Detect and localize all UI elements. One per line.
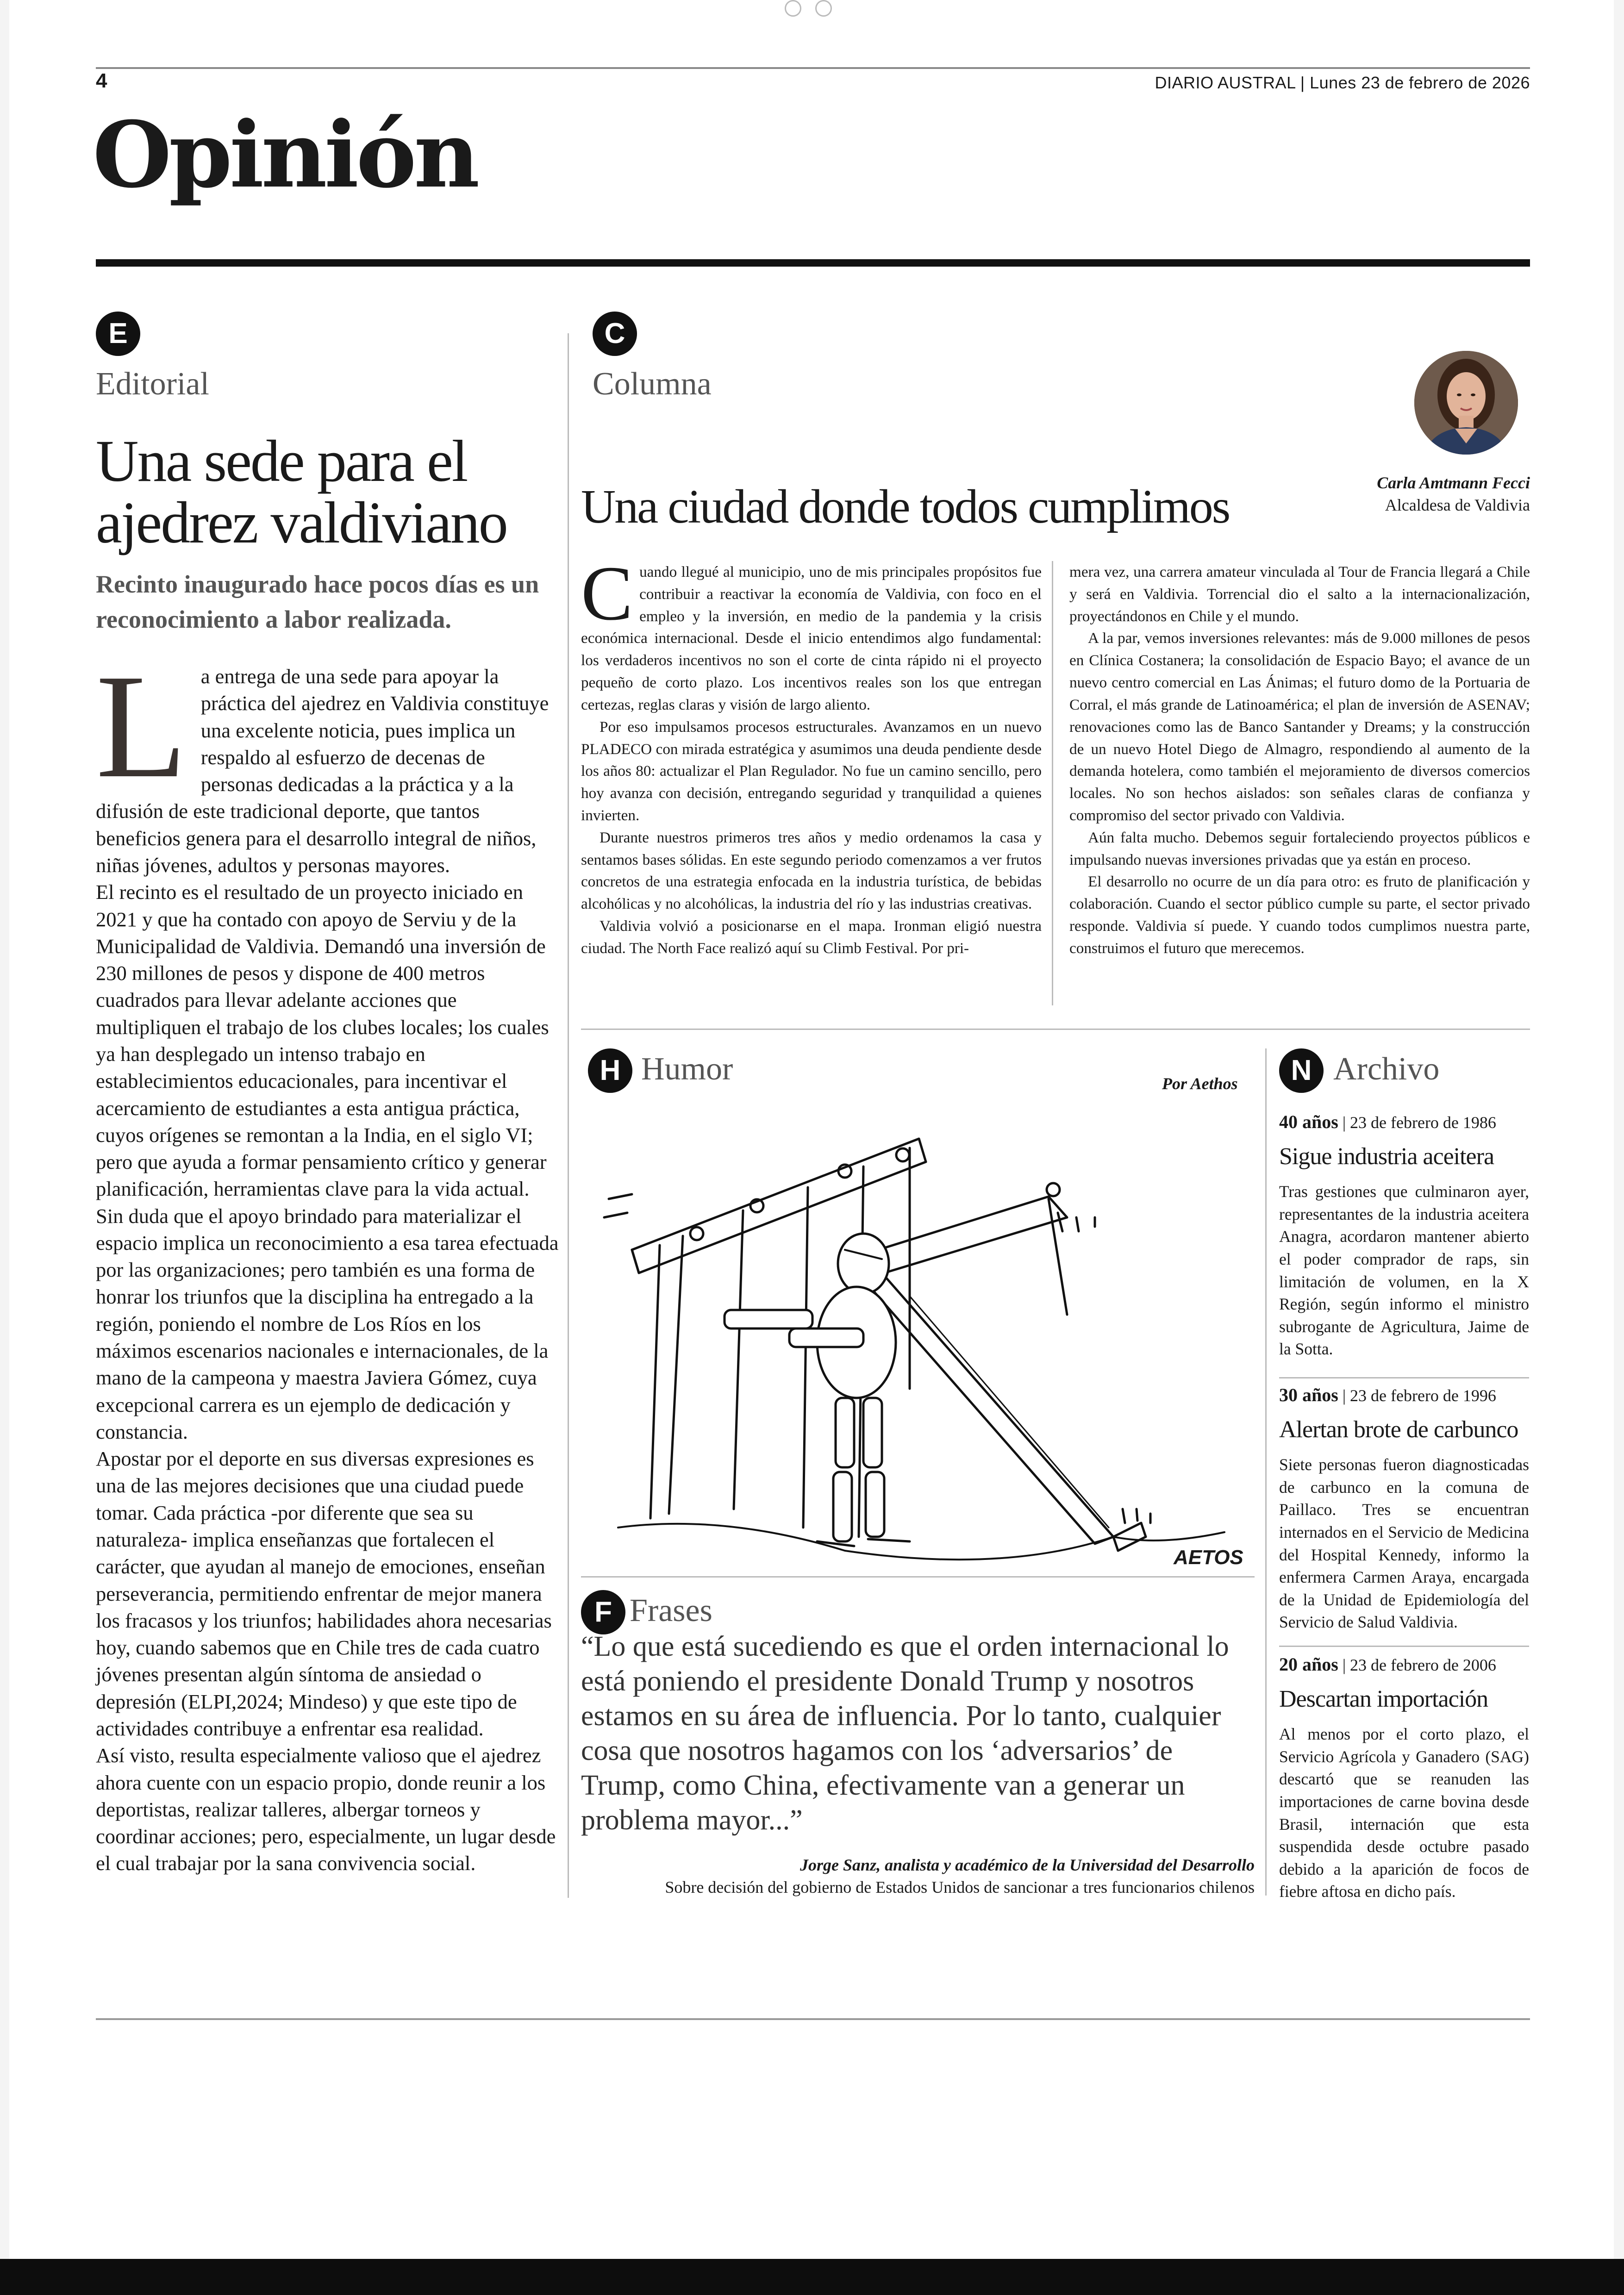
archivo-badge: N [1279,1048,1324,1093]
footer-rule [96,2018,1530,2020]
column-paragraph: Cuando llegué al municipio, uno de mis principales propósitos fue contribuir a reactivar la economía de Valdivia, con foco en el empleo y la inversión, en medio de la pandemia y la crisis económica internacional. Desde el inicio entendimos algo fundamental: los verdaderos incentivos no son el corte de cinta rápido ni el proyecto pequeño de corto plazo. Los incentivos reales son los que entregan certezas, reglas claras y visión de largo aliento. [581,550,1042,713]
column-headline: Una ciudad donde todos cumplimos [581,480,1230,533]
archivo-title: Descartan importación [1279,1686,1488,1712]
frases-label: Frases [630,1593,712,1628]
author-photo [1414,351,1518,455]
humor-credit: Por Aethos [1162,1074,1238,1093]
cartoon-signature: AETOS [1174,1546,1243,1569]
masthead-paper: DIARIO AUSTRAL [1155,73,1296,92]
editorial-label: Editorial [96,366,209,402]
frases-quote: “Lo que está sucediendo es que el orden internacional lo está poniendo el presidente Donald Trump y nosotros estamos en su área de influencia. Por lo tanto, cualquier cosa que nosotros hagamos con los ‘adversarios’ de Trump, como China, efectivamente van a generar un problema mayor...” [581,1631,1229,1836]
archivo-dateline: 30 años | 23 de febrero de 1996 [1279,1384,1496,1405]
column-dropcap: C [581,550,633,636]
humor-bottom-rule [581,1576,1255,1578]
archivo-years: 20 años [1279,1654,1338,1675]
archivo-dateline: 20 años | 23 de febrero de 2006 [1279,1654,1496,1675]
editorial-paragraph: Apostar por el deporte en sus diversas expresiones es una de las mejores decisiones que una ciudad puede tomar. Cada práctica -por diferente que sea su naturaleza- implica enseñanzas que fortalecen el carácter, que ayudan al manejo de emociones, enseñan perseverancia, permitiendo enfrentar de mejor manera los fracasos y los triunfos; habilidades ahora necesarias hoy, cuando sabemos que en Chile tres de cada cuatro jóvenes presentan algún síntoma de ansiedad o depresión (ELPI,2024; Mindeso) y que este tipo de actividades contribuye a enfrentar esa realidad. [96,1447,552,1740]
editorial-headline: Una sede para el ajedrez valdiviano [96,428,507,556]
column-paragraph: Aún falta mucho. Debemos seguir fortaleciendo proyectos públicos e impulsando nuevas inversiones privadas que ya están en proceso. [1069,829,1530,868]
section-rule [96,259,1530,267]
archivo-text: Siete personas fueron diagnosticadas de carbunco en la comuna de Paillaco. Tres se encuentran internados en el Servicio de Medicina del Hospital Kennedy, informo la enfermera Carmen Araya, encargada de la Unidad de Epidemiología del Servicio de Salud Valdivia. [1279,1455,1529,1632]
page-number: 4 [96,69,107,92]
viewer-page-dots [785,0,846,19]
column-bottom-rule [581,1029,1530,1030]
archivo-item [1279,1111,1529,1360]
column-paragraph: El desarrollo no ocurre de un día para otro: es fruto de planificación y colaboración. Cuando el sector público cumple su parte, el sector privado responde. Valdivia sí puede. Y cuando todos cumplimos nuestra parte, construimos el futuro que merecemos. [1069,873,1530,957]
column-paragraph: Valdivia volvió a posicionarse en el mapa. Ironman eligió nuestra ciudad. The North Face realizó aquí su Climb Festival. Por pri- [581,917,1042,957]
column-paragraph: A la par, vemos inversiones relevantes: más de 9.000 millones de pesos en Clínica Costanera; la consolidación de Espacio Bayo; el avance de un nuevo centro comercial en Las Ánimas; el futuro domo de la Portuaria de Corral, el más grande de Latinoamérica; el plan de inversión de ASENAV; renovaciones como las de Banco Santander y Dreams; y la construcción de un nuevo Hotel Diego de Almagro, respondiendo al aumento de la demanda hotelera, como también el mejoramiento de diversos comercios locales. No son hechos aislados: son señales claras de confianza y compromiso del sector privado con Valdivia. [1069,630,1530,824]
archivo-title: Alertan brote de carbunco [1279,1416,1518,1443]
column-text-col2 [1069,561,1530,960]
viewer-bottom-bar [0,2259,1624,2295]
archivo-years: 30 años [1279,1384,1338,1405]
humor-label: Humor [641,1051,733,1087]
column-paragraph: Durante nuestros primeros tres años y medio ordenamos la casa y sentamos bases sólidas. En este segundo periodo comenzamos a ver frutos concretos de una estrategia enfocada en la industria turística, de bebidas alcohólicas y no alcohólicas, la industria del río y las industrias creativas. [581,829,1042,913]
frases-author: Jorge Sanz, analista y académico de la Universidad del Desarrollo [800,1856,1255,1874]
frases-context: Sobre decisión del gobierno de Estados Unidos de sancionar a tres funcionarios chilenos [665,1878,1255,1896]
archivo-text: Al menos por el corto plazo, el Servicio Agrícola y Ganadero (SAG) descartó que se reanuden las importaciones de carne bovina desde Brasil, internación que esta suspendida desde octubre pasado debido a la aparición de focos de fiebre aftosa en dicho país. [1279,1725,1529,1901]
archivo-date: 23 de febrero de 2006 [1350,1656,1496,1674]
column-paragraph: Por eso impulsamos procesos estructurales. Avanzamos en un nuevo PLADECO con mirada estratégica y asumimos una deuda pendiente desde los años 80: actualizar el Plan Regulador. No fue un camino sencillo, pero hoy avanza con decisión, entregando seguridad y tranquilidad a quienes invierten. [581,718,1042,824]
editorial-paragraph: El recinto es el resultado de un proyecto iniciado en 2021 y que ha contado con apoyo de Serviu y de la Municipalidad de Valdivia. Demandó una inversión de 230 millones de pesos y dispone de 400 metros cuadrados para llevar adelante acciones que multipliquen el trabajo de los clubes locales; los cuales ya han desplegado un intenso trabajo en establecimientos educacionales, para incentivar el acercamiento de estudiantes a esta antigua práctica, cuyos orígenes se remontan a la India, en el siglo VI; pero que ayuda a formar pensamiento crítico y generar planificación, herramientas clave para la vida actual. [96,880,549,1201]
page-margin-left [0,0,9,2259]
archivo-dateline: 40 años | 23 de febrero de 1986 [1279,1111,1496,1132]
masthead-separator: | [1295,73,1310,92]
archivo-date: 23 de febrero de 1996 [1350,1386,1496,1405]
column-text-col1 [581,550,1042,960]
editorial-subhead: Recinto inaugurado hace pocos días es un reconocimiento a labor realizada. [96,570,539,633]
archivo-divider [1265,1048,1267,1896]
editorial-paragraph: Sin duda que el apoyo brindado para materializar el espacio implica un reconocimiento a esa tarea efectuada por las organizaciones; pero también es una forma de honrar los triunfos que la disciplina ha entregado a la región, poniendo el nombre de Los Ríos en los máximos escenarios nacionales e internacionales, de la mano de la campeona y maestra Javiera Gómez, cuya excepcional carrera es un ejemplo de dedicación y constancia. [96,1204,559,1443]
header-rule [96,67,1530,69]
page-margin-right [1614,0,1624,2259]
editorial-dropcap: L [96,643,187,809]
column-divider [568,333,569,1898]
archivo-rule [1279,1646,1529,1647]
humor-cartoon [586,1111,1252,1578]
column-badge: C [593,312,637,356]
archivo-text: Tras gestiones que culminaron ayer, representantes de la industria aceitera Anagra, acordaron mantener abierto el poder comprador de raps, sin limitación de volumen, en la X Región, según informo el ministro subrogante de Agricultura, Jaime de la Sotta. [1279,1182,1529,1359]
archivo-rule [1279,1377,1529,1378]
archivo-label: Archivo [1333,1051,1440,1087]
archivo-item [1279,1653,1529,1903]
column-label: Columna [593,366,712,402]
author-name: Carla Amtmann Fecci [1377,474,1530,492]
editorial-badge: E [96,312,140,356]
author-role: Alcaldesa de Valdivia [1385,496,1530,514]
archivo-date: 23 de febrero de 1986 [1350,1113,1496,1132]
column-inner-divider [1052,561,1053,1005]
archivo-item [1279,1384,1529,1634]
editorial-paragraph: Así visto, resulta especialmente valioso que el ajedrez ahora cuente con un espacio propio, donde reunir a los deportistas, realizar talleres, albergar torneos y coordinar acciones; pero, especialmente, un lugar desde el cual trabajar por la sana convivencia social. [96,1744,556,1875]
masthead-date: Lunes 23 de febrero de 2026 [1310,73,1530,92]
masthead [1065,73,1530,93]
archivo-title: Sigue industria aceitera [1279,1143,1494,1170]
frases-badge: F [581,1590,625,1634]
archivo-years: 40 años [1279,1111,1338,1132]
section-title: Opinión [93,102,477,208]
editorial-paragraph: La entrega de una sede para apoyar la práctica del ajedrez en Valdivia constituye una excelente noticia, pues implica un respaldo al esfuerzo de decenas de personas dedicadas a la práctica y a la difusión de este tradicional deporte, que tantos beneficios genera para el desarrollo integral de niños, niñas jóvenes, adultos y personas mayores. [96,643,549,877]
humor-badge: H [588,1048,632,1093]
column-paragraph: mera vez, una carrera amateur vinculada al Tour de Francia llegará a Chile y será en Valdivia. Torrencial dio el salto a la internacionalización, proyectándonos en Chile y el mundo. [1069,563,1530,625]
editorial-body [96,643,559,1877]
